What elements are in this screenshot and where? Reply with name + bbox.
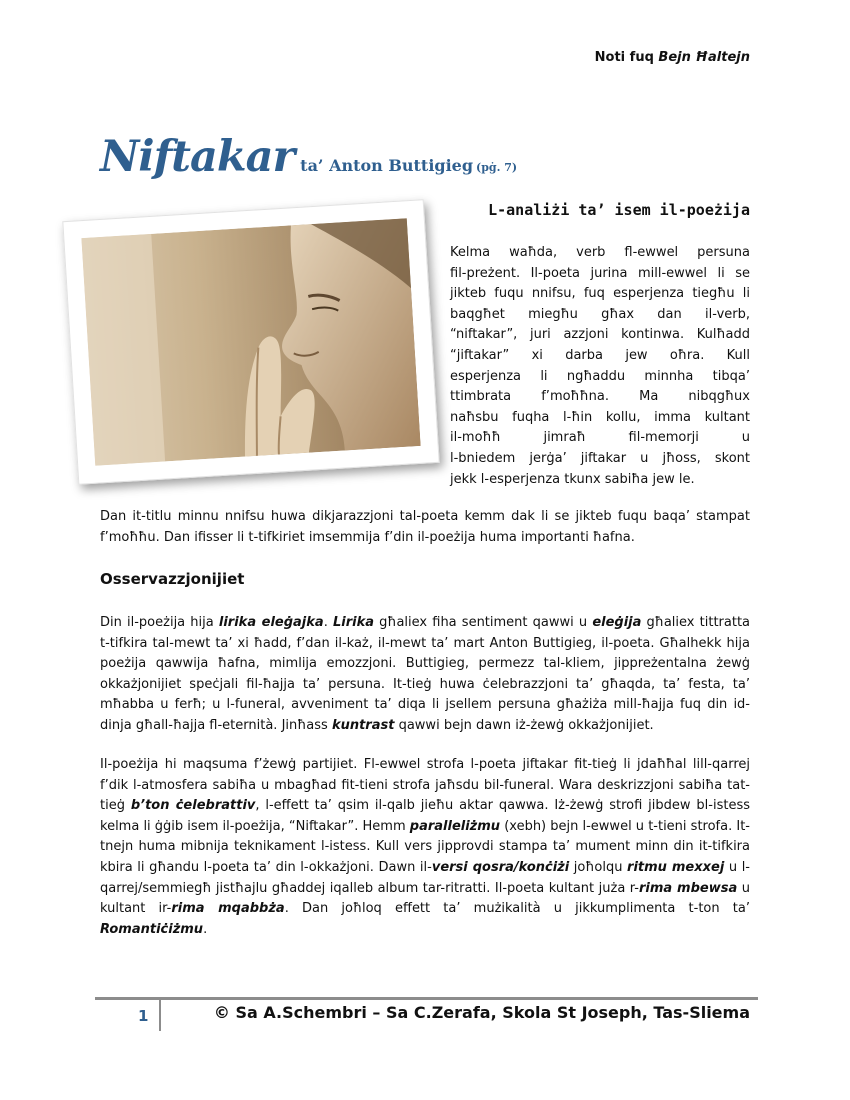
emphasis: rima mqabbża xyxy=(171,901,285,917)
emphasis: rima mbewsa xyxy=(638,880,738,896)
page-reference: (pġ. 7) xyxy=(476,161,518,174)
sepia-portrait-photo-icon xyxy=(81,218,420,465)
poem-title-block xyxy=(100,132,517,182)
text: Din il-poeżija hija xyxy=(100,615,219,630)
poem-title: Niftakar xyxy=(100,132,295,182)
text: , l-effett ta’ qsim il-qalb jieħu aktar qawwa. Iż-żewġ strofi jibdew bl-istess kelma li ġġib isem il-poeżija, “Niftakar”. Hemm xyxy=(100,798,750,834)
emphasis: lirika eleġajka xyxy=(218,615,324,630)
header-note-title: Bejn Ħaltejn xyxy=(658,50,750,65)
analysis-line: jikteb fuqu nnifsu, fuq esperjenza tiegħu li xyxy=(450,286,750,302)
header-note xyxy=(595,50,750,65)
analysis-line: Kelma waħda, verb fl-ewwel persuna xyxy=(450,245,750,260)
analysis-line: “jiftakar” xi darba jew oħra. Kull xyxy=(450,347,750,363)
emphasis: versi qosra/konċiżi xyxy=(431,859,570,875)
text: joħolqu xyxy=(569,859,628,875)
text: u l-qarrej/semmiegħ jistħajlu għaddej iqalleb album tar-ritratti. Il-poeta kultant juża r- xyxy=(100,859,751,896)
analysis-line: il-moħħ jimraħ fil-memorji u xyxy=(450,430,750,446)
text: għaliex tittratta t-tifkira tal-mewt ta’ xi ħadd, f’dan il-każ, il-mewt ta’ mart Anton Buttigieg, il-poeta. Għalhekk hija poeżija qawwija ħafna, mimlija emozzjoni. Buttigieg, permezz tal-kliem, jippreżentalna żewġ okkażjonijiet speċjali fil-ħajja ta’ persuna. It-tieġ huwa ċelebrazzjoni ta’ għaqda, ta’ festa, ta’ mħabba u ferħ; u l-funeral, avveniment ta’ diqa li jsellem persuna għażiża mill-ħajja fuq din id-dinja għall-ħajja fl-eternità. Jinħass xyxy=(100,615,751,733)
analysis-line: ttimbrata f’moħħna. Ma nibqgħux xyxy=(450,389,750,405)
observations-heading: Osservazzjonijiet xyxy=(100,570,245,588)
text: (xebh) bejn l-ewwel u t-tieni strofa. It-tnejn huma mibnija teknikament l-istess. Kull vers jipprovdi stampa ta’ mument minn din it-tifkira kbira li għandu l-poeta ta’ din l-okkażjoni. Dawn il- xyxy=(100,818,750,875)
footer-divider xyxy=(95,997,758,1000)
analysis-line: jekk l-esperjenza tkunx sabiħa jew le. xyxy=(450,471,695,487)
observations-paragraph-1 xyxy=(100,613,750,737)
observations-paragraph-2 xyxy=(100,755,750,940)
text: Il-poeżija hi maqsuma f’żewġ partijiet. Fl-ewwel strofa l-poeta jiftakar fit-tieġ li jdaħħal lill-qarrej f’dik l-atmosfera sabiħa u mbagħad fit-tieni strofa jaħsdu bil-funeral. Wara deskrizzjoni sabiħa tat-tieġ xyxy=(100,757,750,814)
emphasis: ritmu mexxej xyxy=(627,859,725,875)
text: u kultant ir- xyxy=(100,880,750,917)
emphasis: eleġija xyxy=(592,615,642,630)
footer-credit: © Sa A.Schembri – Sa C.Zerafa, Skola St Joseph, Tas-Sliema xyxy=(213,1003,750,1022)
text: . Dan joħloq effett ta’ mużikalità u jikkumplimenta t-ton ta’ xyxy=(284,901,750,917)
emphasis: b’ton ċelebrattiv xyxy=(130,798,256,814)
text: . xyxy=(203,921,208,937)
text: qawwi bejn dawn iż-żewġ okkażjonijiet. xyxy=(394,717,654,733)
emphasis: kuntrast xyxy=(331,717,395,733)
analysis-line: naħsbu fuqha l-ħin kollu, imma kultant xyxy=(450,409,750,425)
page-number: 1 xyxy=(138,1007,149,1025)
emphasis: paralleliżmu xyxy=(409,818,501,834)
title-paragraph: Dan it-titlu minnu nnifsu huwa dikjarazzjoni tal-poeta kemm dak li se jikteb fuqu baqa’ stampat f’moħħu. Dan ifisser li t-tifkiriet imsemmija f’din il-poeżija huma importanti ħafna. xyxy=(100,509,750,545)
analysis-line: esperjenza li ngħaddu minnha tibqa’ xyxy=(450,368,750,384)
analysis-line: l-bniedem jerġa’ jiftakar u jħoss, skont xyxy=(450,450,750,466)
analysis-heading: L-analiżi ta’ isem il-poeżija xyxy=(488,201,750,219)
portrait-photo-frame xyxy=(62,199,439,485)
analysis-line: baqgħet miegħu għax dan il-verb, xyxy=(450,306,750,322)
text: għaliex fiha sentiment qawwi u xyxy=(374,615,593,630)
emphasis: Lirika xyxy=(332,615,375,630)
footer-divider-tick xyxy=(159,999,161,1031)
analysis-text xyxy=(450,243,750,490)
emphasis: Romantiċiżmu xyxy=(100,921,204,937)
analysis-line: fil-preżent. Il-poeta jurina mill-ewwel li se xyxy=(450,265,750,281)
header-note-prefix: Noti fuq xyxy=(594,50,659,65)
analysis-line: “niftakar”, juri azzjoni kontinwa. Kulħadd xyxy=(450,327,750,343)
poem-author: ta’ Anton Buttigieg xyxy=(300,156,474,175)
text: . xyxy=(323,615,333,630)
